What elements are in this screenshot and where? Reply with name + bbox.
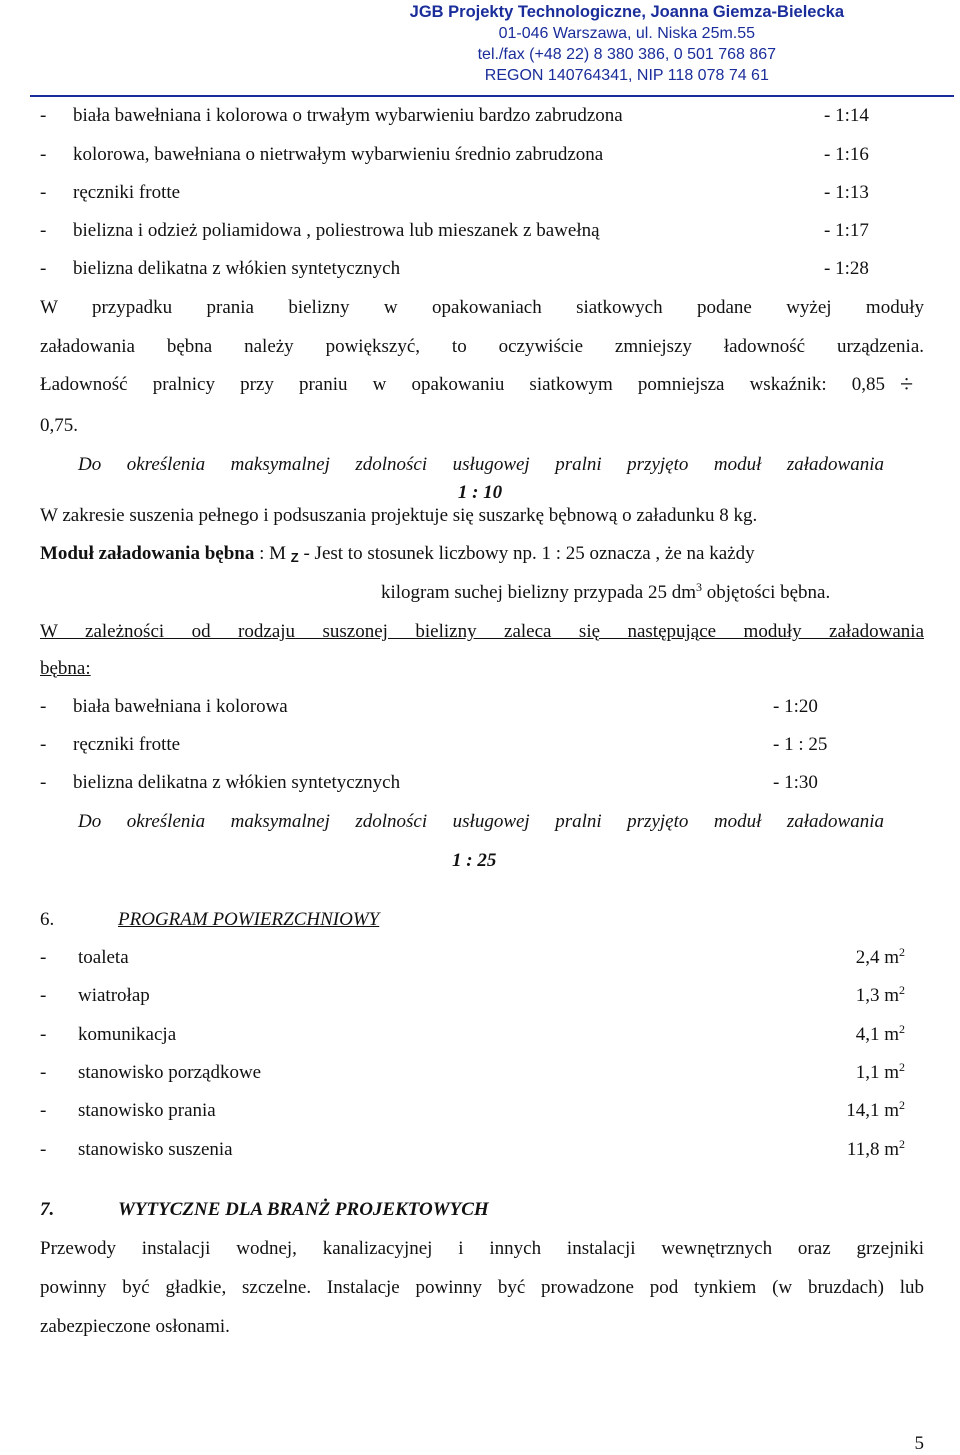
list-ratio: - 1:30 — [773, 772, 818, 793]
area-number: 14,1 m — [846, 1100, 899, 1121]
paragraph-line: załadowania bębna należy powiększyć, to oczywiście zmniejszy ładowność urządzenia. — [40, 336, 924, 357]
list-dash: - — [40, 1100, 47, 1121]
area-name: wiatrołap — [78, 985, 150, 1006]
module-colon-m: : M — [259, 543, 287, 564]
list-text: ręczniki frotte — [73, 734, 181, 755]
paragraph-line: zabezpieczone osłonami. — [40, 1316, 230, 1337]
list-dash: - — [40, 696, 47, 717]
area-value — [856, 946, 905, 970]
document-header — [410, 2, 844, 86]
list-dash: - — [40, 772, 47, 793]
module-definition — [40, 542, 755, 567]
drying-heading-line2: bębna: — [40, 658, 91, 679]
section-number: 6. — [40, 909, 55, 930]
wash-summary-text: Do określenia maksymalnej zdolności usługowej pralni przyjęto moduł załadowania — [78, 454, 884, 475]
dry-summary-text: Do określenia maksymalnej zdolności usługowej pralni przyjęto moduł załadowania — [78, 811, 884, 832]
area-value — [856, 1023, 905, 1047]
area-value — [847, 1138, 905, 1162]
superscript: 2 — [899, 1060, 905, 1074]
company-phone: tel./fax (+48 22) 8 380 386, 0 501 768 867 — [477, 46, 777, 63]
list-dash: - — [40, 144, 47, 165]
list-dash: - — [40, 734, 47, 755]
module-text: - Jest to stosunek liczbowy np. 1 : 25 oznacza , że na każdy — [303, 543, 755, 564]
section-6-heading — [40, 908, 380, 932]
area-number: 1,3 m — [855, 985, 899, 1006]
area-value — [846, 1099, 905, 1123]
paragraph-line: Ładowność pralnicy przy praniu w opakowaniu siatkowym pomniejsza wskaźnik: 0,85 — [40, 374, 885, 395]
module-z: Z — [290, 550, 299, 565]
list-ratio: - 1:28 — [824, 258, 869, 279]
area-value — [856, 1061, 905, 1085]
area-number: 11,8 m — [846, 1139, 899, 1160]
superscript: 2 — [899, 1022, 905, 1036]
header-divider — [30, 95, 954, 97]
module-line2-end: objętości bębna. — [702, 582, 831, 603]
list-text: biała bawełniana i kolorowa o trwałym wybarwieniu bardzo zabrudzona — [73, 105, 623, 126]
divide-sign — [900, 371, 913, 397]
list-text: kolorowa, bawełniana o nietrwałym wybarwieniu średnio zabrudzona — [73, 144, 604, 165]
list-dash: - — [40, 258, 47, 279]
superscript: 2 — [899, 945, 905, 959]
area-number: 2,4 m — [855, 947, 899, 968]
superscript: 3 — [696, 580, 702, 594]
list-dash: - — [40, 1139, 47, 1160]
divide-sign-glyph: ÷ — [900, 372, 914, 398]
paragraph-line: powinny być gładkie, szczelne. Instalacje powinny być prowadzone pod tynkiem (w bruzdach) lub — [40, 1277, 924, 1298]
list-text: biała bawełniana i kolorowa — [73, 696, 288, 717]
list-text: ręczniki frotte — [73, 182, 181, 203]
dry-summary-ratio: 1 : 25 — [452, 850, 497, 871]
section-7-heading — [40, 1198, 489, 1222]
area-name: toaleta — [78, 947, 129, 968]
area-name: stanowisko prania — [78, 1100, 216, 1121]
paragraph-line: 0,75. — [40, 415, 78, 436]
superscript: 2 — [899, 983, 905, 997]
page-number: 5 — [914, 1433, 924, 1454]
list-ratio: - 1:20 — [773, 696, 818, 717]
list-dash: - — [40, 1062, 47, 1083]
list-dash: - — [40, 985, 47, 1006]
paragraph-line: Przewody instalacji wodnej, kanalizacyjnej i innych instalacji wewnętrznych oraz grzejniki — [40, 1238, 924, 1259]
module-line2-text: kilogram suchej bielizny przypada 25 dm — [381, 582, 696, 603]
superscript: 2 — [899, 1098, 905, 1112]
area-number: 1,1 m — [855, 1062, 899, 1083]
list-text: bielizna delikatna z włókien syntetycznych — [73, 258, 401, 279]
company-regon: REGON 140764341, NIP 118 078 74 61 — [484, 67, 769, 84]
section-number: 7. — [40, 1199, 55, 1220]
list-dash: - — [40, 1024, 47, 1045]
list-dash: - — [40, 182, 47, 203]
drying-note: W zakresie suszenia pełnego i podsuszania projektuje się suszarkę bębnową o załadunku 8 kg. — [40, 505, 758, 526]
list-ratio: - 1:14 — [824, 105, 869, 126]
module-label: Moduł załadowania bębna — [40, 543, 255, 564]
module-definition-line2 — [381, 581, 830, 605]
superscript: 2 — [899, 1137, 905, 1151]
area-number: 4,1 m — [855, 1024, 899, 1045]
list-text: bielizna delikatna z włókien syntetycznych — [73, 772, 401, 793]
drying-heading: W zależności od rodzaju suszonej bielizny zaleca się następujące moduły załadowania — [40, 621, 924, 642]
company-address: 01-046 Warszawa, ul. Niska 25m.55 — [498, 25, 756, 42]
list-dash: - — [40, 947, 47, 968]
list-ratio: - 1 : 25 — [773, 734, 828, 755]
section-title: PROGRAM POWIERZCHNIOWY — [118, 909, 380, 930]
area-name: stanowisko porządkowe — [78, 1062, 262, 1083]
list-ratio: - 1:13 — [824, 182, 869, 203]
list-dash: - — [40, 220, 47, 241]
list-ratio: - 1:17 — [824, 220, 869, 241]
paragraph-line: W przypadku prania bielizny w opakowaniach siatkowych podane wyżej moduły — [40, 297, 924, 318]
list-dash: - — [40, 105, 47, 126]
area-name: stanowisko suszenia — [78, 1139, 233, 1160]
company-name: JGB Projekty Technologiczne, Joanna Giemza-Bielecka — [409, 3, 844, 21]
list-text: bielizna i odzież poliamidowa , poliestrowa lub mieszanek z bawełną — [73, 220, 600, 241]
wash-summary-ratio: 1 : 10 — [457, 482, 503, 503]
list-ratio: - 1:16 — [824, 144, 869, 165]
area-name: komunikacja — [78, 1024, 177, 1045]
section-title: WYTYCZNE DLA BRANŻ PROJEKTOWYCH — [118, 1199, 489, 1220]
area-value — [856, 984, 905, 1008]
